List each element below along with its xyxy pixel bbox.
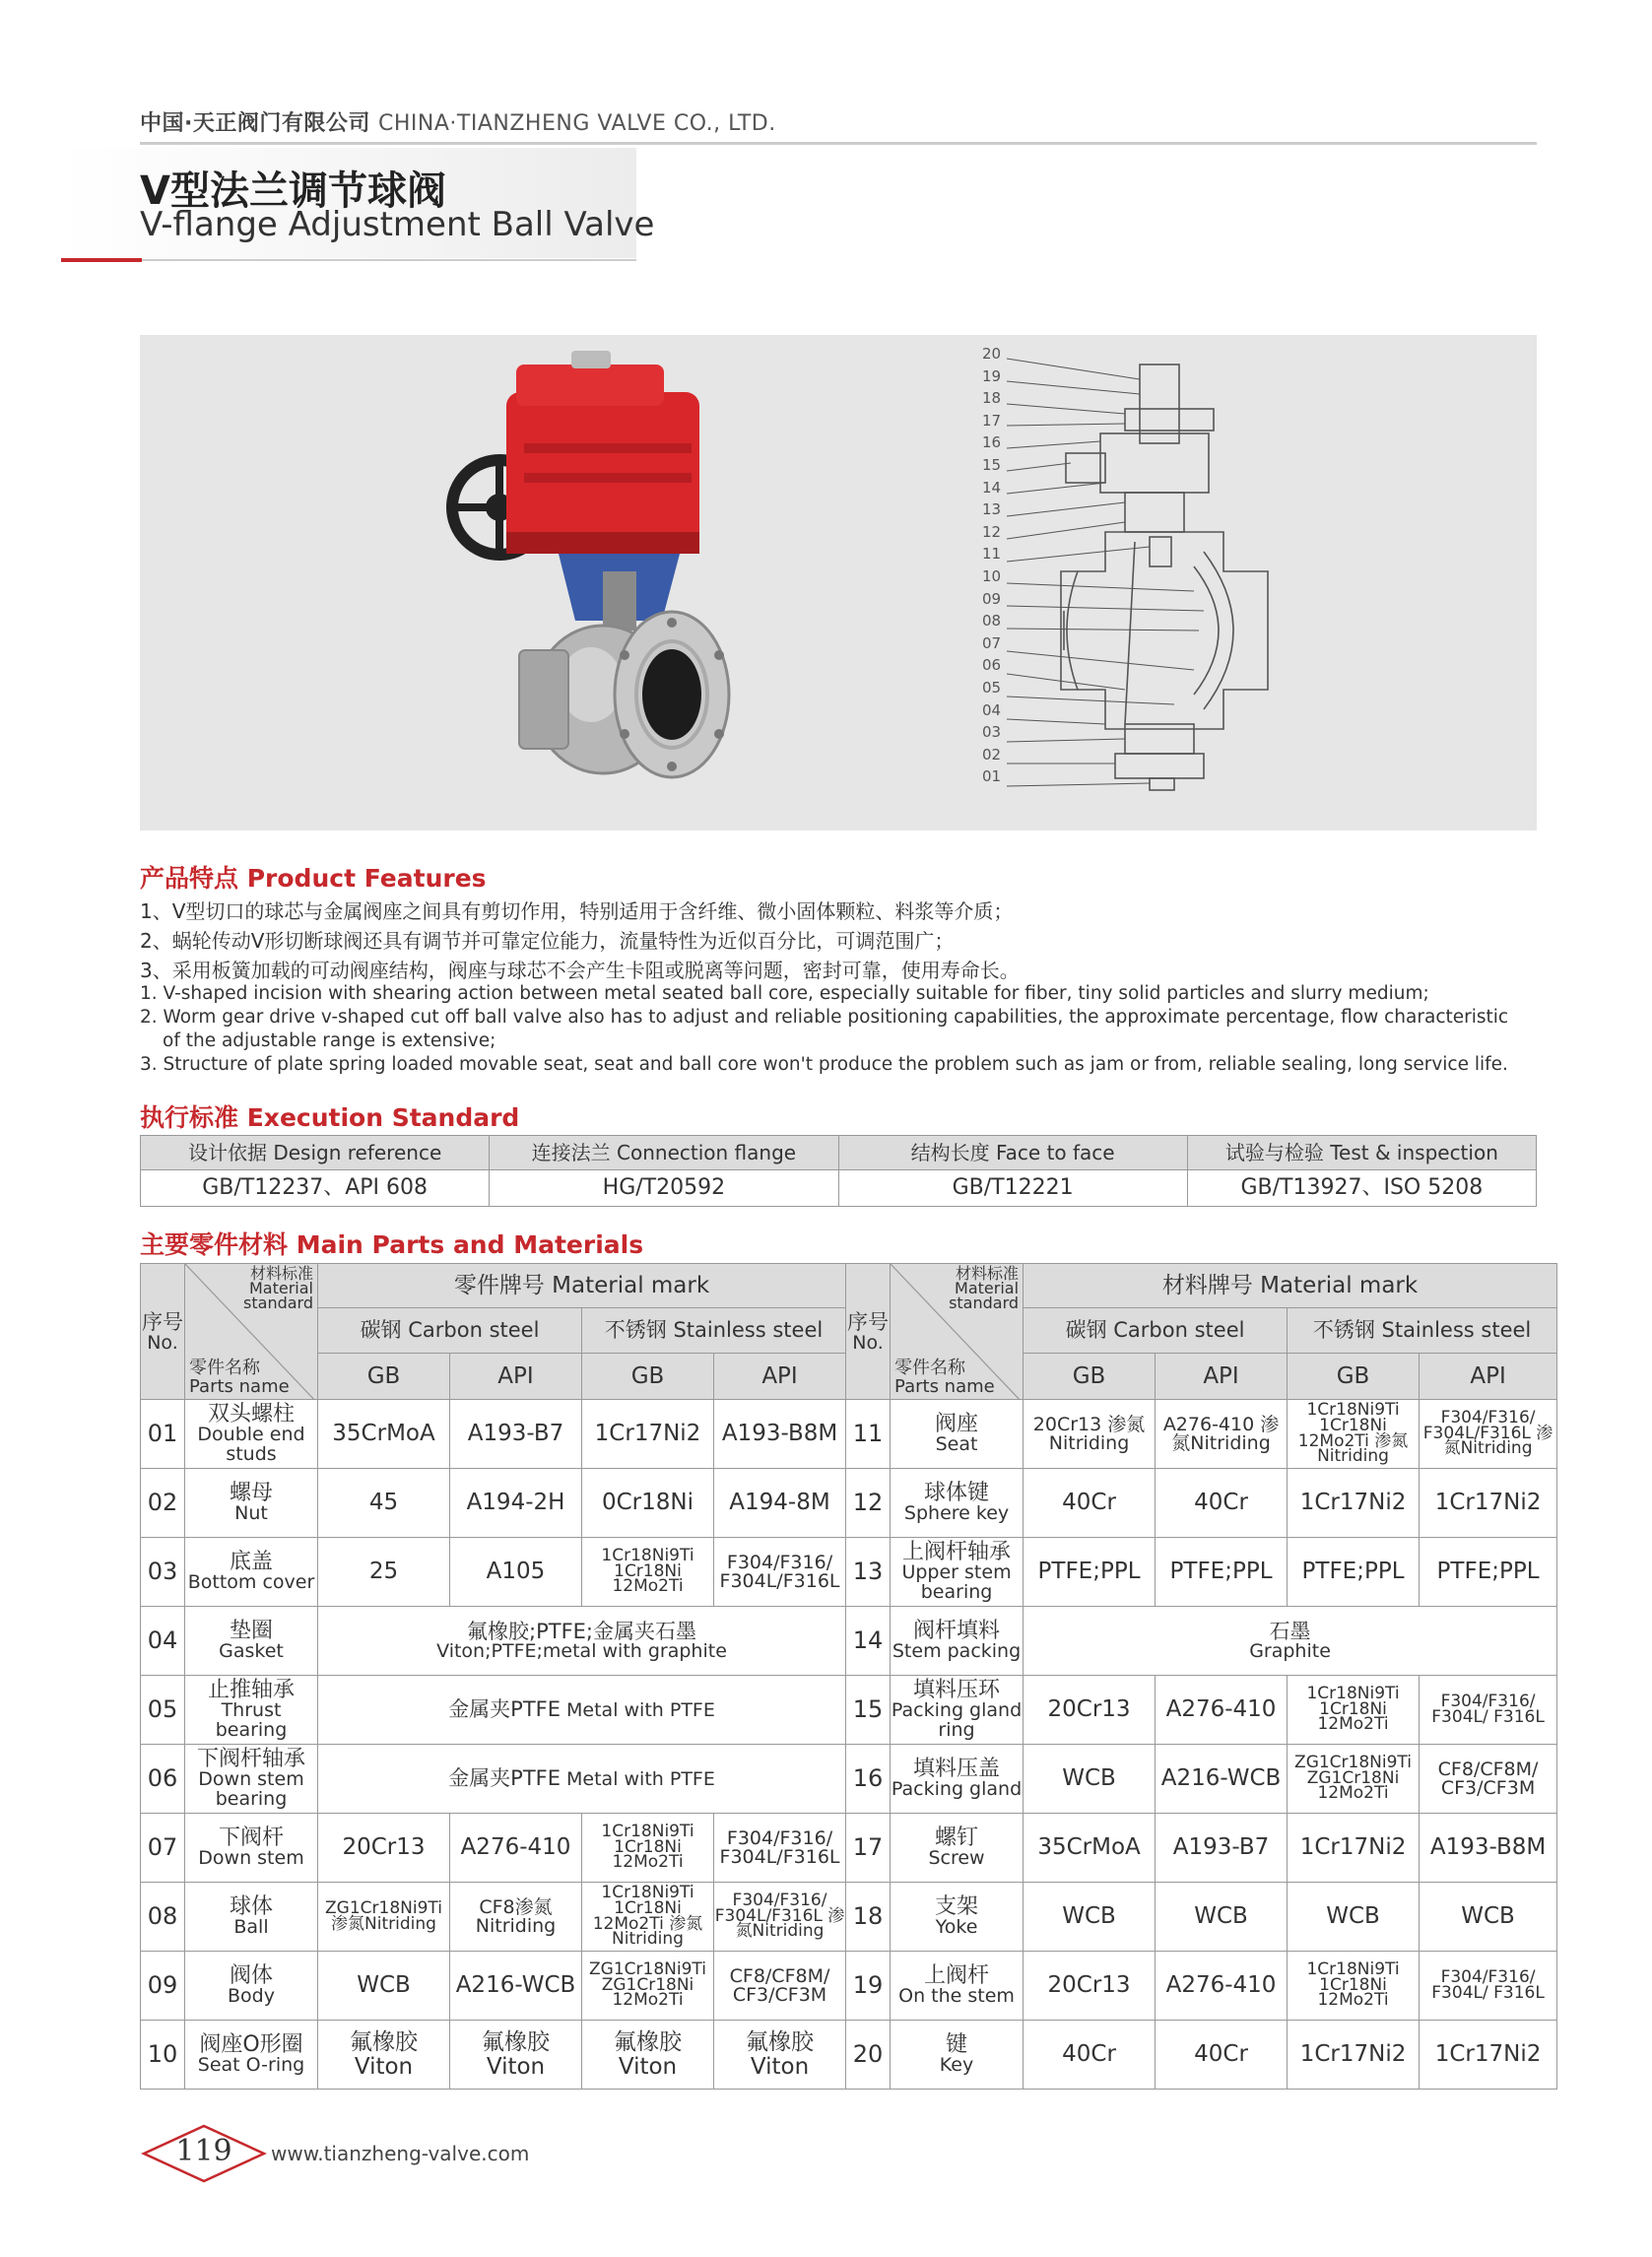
material-span-cell <box>1024 1607 1557 1676</box>
part-name-cn: 螺钉 <box>935 1825 979 1850</box>
parts-materials-table <box>140 1263 1557 2090</box>
table-row <box>141 1814 1557 1883</box>
material-mark-header: 零件牌号 Material mark <box>318 1264 846 1308</box>
part-name <box>891 1469 1024 1538</box>
material-cell: F304/F316/ F304L/F316L <box>714 1814 846 1883</box>
material-cell: WCB <box>1024 1745 1156 1814</box>
material-cell: F304/F316/ F304L/F316L <box>714 1538 846 1607</box>
row-number: 02 <box>141 1469 185 1538</box>
execution-heading-en: Execution Standard <box>246 1103 520 1132</box>
part-name-cn: 上阀杆 <box>924 1962 990 1988</box>
part-name-cn: 球体键 <box>924 1480 990 1505</box>
api-header: API <box>714 1354 846 1400</box>
material-cell: CF8/CF8M/ CF3/CF3M <box>1420 1745 1557 1814</box>
material-cell: 35CrMoA <box>318 1400 450 1469</box>
part-name <box>185 1469 318 1538</box>
diagram-part-number: 01 <box>982 767 1002 786</box>
material-cell: A276-410 <box>1156 1952 1288 2021</box>
part-name-cn: 双头螺柱 <box>207 1402 295 1427</box>
part-name-en: Screw <box>928 1847 985 1870</box>
material-cell: 1Cr18Ni9Ti 1Cr18Ni 12Mo2Ti <box>582 1814 714 1883</box>
diagram-part-number: 16 <box>982 433 1002 452</box>
part-name <box>185 1400 318 1469</box>
material-cell: A276-410 渗氮Nitriding <box>1156 1400 1288 1469</box>
feature-en-2: 2. Worm gear drive v-shaped cut off ball valve also has to adjust and reliable positioning capabilities, the approximate percentage, flow characteristic <box>140 1007 1509 1028</box>
part-name-en: Body <box>228 1985 275 2008</box>
material-cell: A276-410 <box>450 1814 582 1883</box>
table-row <box>141 1952 1557 2021</box>
row-number: 08 <box>141 1883 185 1952</box>
part-name <box>891 1952 1024 2021</box>
material-cell: 1Cr17Ni2 <box>1288 1469 1420 1538</box>
cross-section-diagram <box>1061 365 1268 790</box>
part-name-cn: 填料压环 <box>913 1678 1001 1703</box>
table-cell: GB/T13927、ISO 5208 <box>1187 1170 1536 1207</box>
table-cell: HG/T20592 <box>490 1170 838 1207</box>
part-name-cn: 下阀杆轴承 <box>196 1747 305 1772</box>
material-cell: PTFE;PPL <box>1420 1538 1557 1607</box>
row-number: 07 <box>141 1814 185 1883</box>
material-cell: PTFE;PPL <box>1024 1538 1156 1607</box>
part-name <box>185 1676 318 1745</box>
part-name-en: Seat O-ring <box>197 2054 305 2077</box>
row-number: 01 <box>141 1400 185 1469</box>
material-cell: WCB <box>1024 1883 1156 1952</box>
material-cell: PTFE;PPL <box>1288 1538 1420 1607</box>
material-span-cell <box>318 1676 846 1745</box>
row-number: 18 <box>846 1883 891 1952</box>
material-cell: 氟橡胶 Viton <box>318 2021 450 2090</box>
website-link[interactable]: www.tianzheng-valve.com <box>271 2142 530 2165</box>
part-name-cn: 止推轴承 <box>207 1678 295 1703</box>
material-cell: WCB <box>1156 1883 1288 1952</box>
material-en: Graphite <box>1249 1639 1331 1662</box>
material-cell: A216-WCB <box>1156 1745 1288 1814</box>
stainless-steel-header: 不锈钢 Stainless steel <box>582 1308 846 1354</box>
row-number: 16 <box>846 1745 891 1814</box>
material-cell: A194-8M <box>714 1469 846 1538</box>
part-name <box>891 1538 1024 1607</box>
material-cell: A194-2H <box>450 1469 582 1538</box>
company-name-en: CHINA·TIANZHENG VALVE CO., LTD. <box>378 111 776 136</box>
material-cell: 1Cr18Ni9Ti 1Cr18Ni 12Mo2Ti <box>1288 1676 1420 1745</box>
part-name <box>891 1607 1024 1676</box>
part-name <box>185 2021 318 2090</box>
diagram-part-number: 19 <box>982 366 1002 385</box>
execution-heading <box>140 1098 519 1134</box>
material-en: Metal with PTFE <box>566 1768 715 1791</box>
part-name-en: Thrust bearing <box>215 1699 288 1742</box>
part-name-cn: 下阀杆 <box>218 1825 284 1850</box>
material-cell: 40Cr <box>1156 2021 1288 2090</box>
feature-cn-2: 2、蜗轮传动V形切断球阀还具有调节并可靠定位能力，流量特性为近似百分比，可调范围广； <box>140 929 955 953</box>
table-row <box>141 1469 1557 1538</box>
row-number: 14 <box>846 1607 891 1676</box>
part-name-en: On the stem <box>898 1985 1015 2008</box>
table-header-cell: 设计依据 Design reference <box>141 1136 490 1170</box>
part-name-en: Ball <box>233 1916 269 1939</box>
part-name <box>891 2021 1024 2090</box>
parts-heading-cn: 主要零件材料 <box>140 1230 289 1259</box>
feature-en-1: 1. V-shaped incision with shearing action between metal seated ball core, especially suitable for fiber, tiny solid particles and slurry medium; <box>140 983 1429 1004</box>
row-number: 13 <box>846 1538 891 1607</box>
feature-en-3: 3. Structure of plate spring loaded movable seat, seat and ball core won't produce the problem such as jam or from, reliable sealing, long service life. <box>140 1054 1508 1075</box>
material-cell: 1Cr18Ni9Ti 1Cr18Ni 12Mo2Ti 渗氮Nitriding <box>582 1883 714 1952</box>
part-name-cn: 垫圈 <box>229 1618 273 1643</box>
api-header: API <box>1156 1354 1288 1400</box>
page-title-cn: V型法兰调节球阀 <box>140 168 446 214</box>
row-number: 17 <box>846 1814 891 1883</box>
part-name-en: Nut <box>234 1502 268 1525</box>
diagram-part-number: 11 <box>982 545 1002 564</box>
part-name-en: Upper stem bearing <box>901 1561 1012 1604</box>
diagram-part-number: 09 <box>982 589 1002 608</box>
table-header-row <box>141 1136 1537 1170</box>
part-name-en: Double end studs <box>197 1424 305 1466</box>
product-image-panel <box>140 335 1537 830</box>
diagram-part-number: 18 <box>982 389 1002 408</box>
material-cell: A193-B8M <box>1420 1814 1557 1883</box>
row-number: 19 <box>846 1952 891 2021</box>
material-en: Metal with PTFE <box>566 1699 715 1722</box>
material-cell: 20Cr13 渗氮Nitriding <box>1024 1400 1156 1469</box>
material-cn: 氟橡胶;PTFE;金属夹石墨 <box>467 1619 697 1643</box>
material-cell: 1Cr18Ni9Ti 1Cr18Ni 12Mo2Ti 渗氮Nitriding <box>1288 1400 1420 1469</box>
product-illustration <box>140 335 1537 830</box>
part-name-en: Down stem bearing <box>198 1768 304 1811</box>
part-name-cn: 阀杆填料 <box>913 1618 1001 1643</box>
material-cell: 20Cr13 <box>1024 1952 1156 2021</box>
diagram-part-number: 05 <box>982 678 1002 697</box>
gb-header: GB <box>1024 1354 1156 1400</box>
part-name-cn: 底盖 <box>229 1549 273 1574</box>
material-cn: 石墨 <box>1269 1619 1311 1643</box>
page-title-en: V-flange Adjustment Ball Valve <box>140 205 655 244</box>
parts-heading <box>140 1226 643 1261</box>
part-name-cn: 上阀杆轴承 <box>902 1540 1012 1565</box>
execution-heading-cn: 执行标准 <box>140 1103 239 1132</box>
table-header-row <box>141 1264 1557 1308</box>
part-name <box>891 1745 1024 1814</box>
material-span-cell <box>318 1745 846 1814</box>
part-name <box>891 1676 1024 1745</box>
part-name <box>185 1883 318 1952</box>
diagram-part-number: 08 <box>982 612 1002 631</box>
table-header-cell: 连接法兰 Connection flange <box>490 1136 838 1170</box>
valve-photo <box>452 351 729 777</box>
api-header: API <box>1420 1354 1557 1400</box>
features-heading-en: Product Features <box>246 864 487 893</box>
title-accent-bar <box>61 258 142 262</box>
table-row <box>141 1676 1557 1745</box>
part-name-cn: 螺母 <box>229 1480 273 1505</box>
no-header: 序号 No. <box>141 1264 185 1400</box>
part-name-en: Key <box>939 2054 974 2077</box>
material-en: Viton;PTFE;metal with graphite <box>436 1639 727 1662</box>
material-span-cell <box>318 1607 846 1676</box>
part-name <box>185 1538 318 1607</box>
diagram-part-number: 14 <box>982 478 1002 497</box>
part-name-en: Down stem <box>198 1847 304 1870</box>
part-name-cn: 阀体 <box>229 1962 273 1988</box>
material-cell: 1Cr17Ni2 <box>1420 2021 1557 2090</box>
material-cell: 40Cr <box>1024 1469 1156 1538</box>
part-name-en: Stem packing <box>892 1640 1022 1663</box>
material-cell: 氟橡胶 Viton <box>450 2021 582 2090</box>
material-cell: WCB <box>318 1952 450 2021</box>
part-name <box>185 1745 318 1814</box>
title-underline <box>142 259 636 261</box>
part-name <box>891 1814 1024 1883</box>
api-header: API <box>450 1354 582 1400</box>
feature-en-2-cont: of the adjustable range is extensive; <box>163 1030 496 1051</box>
material-mark-header: 材料牌号 Material mark <box>1024 1264 1557 1308</box>
material-cell: F304/F316/ F304L/ F316L <box>1420 1676 1557 1745</box>
material-cell: A276-410 <box>1156 1676 1288 1745</box>
no-header: 序号 No. <box>846 1264 891 1400</box>
part-name-cn: 填料压盖 <box>913 1756 1001 1781</box>
part-name-header: 材料标准 Material standard 零件名称 Parts name <box>891 1264 1024 1400</box>
part-name <box>185 1814 318 1883</box>
material-cell: F304/F316/ F304L/ F316L <box>1420 1952 1557 2021</box>
material-cell: 0Cr18Ni <box>582 1469 714 1538</box>
part-name-cn: 球体 <box>229 1893 273 1919</box>
table-row <box>141 1745 1557 1814</box>
material-cn: 金属夹PTFE <box>448 1766 562 1791</box>
gb-header: GB <box>318 1354 450 1400</box>
row-number: 10 <box>141 2021 185 2090</box>
page-number: 119 <box>175 2134 232 2168</box>
material-cell: 25 <box>318 1538 450 1607</box>
material-cell: A193-B8M <box>714 1400 846 1469</box>
features-heading <box>140 859 487 895</box>
material-cell: A193-B7 <box>450 1400 582 1469</box>
company-name-cn: 中国·天正阀门有限公司 <box>140 111 370 136</box>
row-number: 03 <box>141 1538 185 1607</box>
diagram-part-number: 13 <box>982 500 1002 519</box>
material-cell: ZG1Cr18Ni9Ti 渗氮Nitriding <box>318 1883 450 1952</box>
material-cell: A216-WCB <box>450 1952 582 2021</box>
header-divider <box>140 142 1537 145</box>
table-row <box>141 1400 1557 1469</box>
part-name-cn: 阀座 <box>935 1411 979 1436</box>
material-cell: 40Cr <box>1024 2021 1156 2090</box>
material-cell: A105 <box>450 1538 582 1607</box>
material-cell: 1Cr17Ni2 <box>1420 1469 1557 1538</box>
table-row <box>141 1883 1557 1952</box>
gb-header: GB <box>1288 1354 1420 1400</box>
material-cell: 20Cr13 <box>1024 1676 1156 1745</box>
table-row <box>141 1538 1557 1607</box>
material-cn: 金属夹PTFE <box>448 1697 562 1722</box>
parts-table-header <box>141 1264 1557 1400</box>
part-name <box>185 1952 318 2021</box>
table-row <box>141 2021 1557 2090</box>
material-cell: 45 <box>318 1469 450 1538</box>
part-name-en: Seat <box>935 1433 978 1456</box>
gb-header: GB <box>582 1354 714 1400</box>
feature-cn-1: 1、V型切口的球芯与金属阀座之间具有剪切作用，特别适用于含纤维、微小固体颗粒、料浆等介质； <box>140 899 1014 923</box>
feature-cn-3: 3、采用板簧加载的可动阀座结构，阀座与球芯不会产生卡阻或脱离等问题，密封可靠，使用寿命长。 <box>140 959 1020 982</box>
material-cell: 1Cr17Ni2 <box>1288 2021 1420 2090</box>
material-cell: PTFE;PPL <box>1156 1538 1288 1607</box>
diagram-part-number: 20 <box>982 345 1002 363</box>
table-row <box>141 1607 1557 1676</box>
material-cell: 20Cr13 <box>318 1814 450 1883</box>
material-cell: CF8/CF8M/ CF3/CF3M <box>714 1952 846 2021</box>
row-number: 15 <box>846 1676 891 1745</box>
table-header-cell: 试验与检验 Test & inspection <box>1187 1136 1536 1170</box>
table-header-cell: 结构长度 Face to face <box>838 1136 1187 1170</box>
features-heading-cn: 产品特点 <box>140 864 239 893</box>
row-number: 12 <box>846 1469 891 1538</box>
part-name-header: 材料标准 Material standard 零件名称 Parts name <box>185 1264 318 1400</box>
part-name-en: Yoke <box>935 1916 978 1939</box>
carbon-steel-header: 碳钢 Carbon steel <box>1024 1308 1288 1354</box>
part-name-en: Packing gland ring <box>891 1699 1023 1742</box>
diagram-part-number: 10 <box>982 566 1002 585</box>
diagram-part-number: 04 <box>982 700 1002 719</box>
material-cell: 1Cr17Ni2 <box>582 1400 714 1469</box>
material-cell: 1Cr18Ni9Ti 1Cr18Ni 12Mo2Ti <box>582 1538 714 1607</box>
carbon-steel-header: 碳钢 Carbon steel <box>318 1308 582 1354</box>
material-cell: 氟橡胶 Viton <box>714 2021 846 2090</box>
material-cell: F304/F316/ F304L/F316L 渗氮Nitriding <box>1420 1400 1557 1469</box>
diagram-part-numbers <box>982 343 1008 788</box>
part-name-en: Packing gland <box>891 1778 1023 1801</box>
row-number: 04 <box>141 1607 185 1676</box>
diagram-part-number: 03 <box>982 723 1002 742</box>
parts-table-body <box>141 1400 1557 2090</box>
diagram-part-number: 02 <box>982 745 1002 763</box>
material-cell: CF8渗氮 Nitriding <box>450 1883 582 1952</box>
part-name-en: Gasket <box>219 1640 284 1663</box>
part-name-en: Bottom cover <box>187 1571 315 1594</box>
row-number: 06 <box>141 1745 185 1814</box>
material-cell: WCB <box>1288 1883 1420 1952</box>
table-cell: GB/T12237、API 608 <box>141 1170 490 1207</box>
company-name <box>140 106 776 137</box>
material-cell: F304/F316/ F304L/F316L 渗氮Nitriding <box>714 1883 846 1952</box>
material-cell: ZG1Cr18Ni9Ti ZG1Cr18Ni 12Mo2Ti <box>1288 1745 1420 1814</box>
diagram-part-number: 12 <box>982 522 1002 541</box>
row-number: 11 <box>846 1400 891 1469</box>
row-number: 09 <box>141 1952 185 2021</box>
row-number: 05 <box>141 1676 185 1745</box>
material-cell: 1Cr17Ni2 <box>1288 1814 1420 1883</box>
diagram-part-number: 06 <box>982 656 1002 675</box>
stainless-steel-header: 不锈钢 Stainless steel <box>1288 1308 1557 1354</box>
material-cell: 氟橡胶 Viton <box>582 2021 714 2090</box>
material-cell: 40Cr <box>1156 1469 1288 1538</box>
part-name <box>185 1607 318 1676</box>
row-number: 20 <box>846 2021 891 2090</box>
part-name-cn: 键 <box>946 2031 968 2057</box>
part-name <box>891 1400 1024 1469</box>
diagram-part-number: 15 <box>982 455 1002 474</box>
part-name <box>891 1883 1024 1952</box>
material-cell: 35CrMoA <box>1024 1814 1156 1883</box>
diagram-part-number: 17 <box>982 411 1002 430</box>
parts-heading-en: Main Parts and Materials <box>296 1230 644 1259</box>
diagram-part-number: 07 <box>982 633 1002 652</box>
material-cell: A193-B7 <box>1156 1814 1288 1883</box>
material-cell: WCB <box>1420 1883 1557 1952</box>
material-cell: ZG1Cr18Ni9Ti ZG1Cr18Ni 12Mo2Ti <box>582 1952 714 2021</box>
table-row <box>141 1170 1537 1207</box>
execution-standard-table <box>140 1135 1537 1207</box>
part-name-cn: 支架 <box>935 1893 979 1919</box>
material-cell: 1Cr18Ni9Ti 1Cr18Ni 12Mo2Ti <box>1288 1952 1420 2021</box>
table-cell: GB/T12221 <box>838 1170 1187 1207</box>
part-name-cn: 阀座O形圈 <box>199 2031 303 2057</box>
part-name-en: Sphere key <box>903 1502 1010 1525</box>
